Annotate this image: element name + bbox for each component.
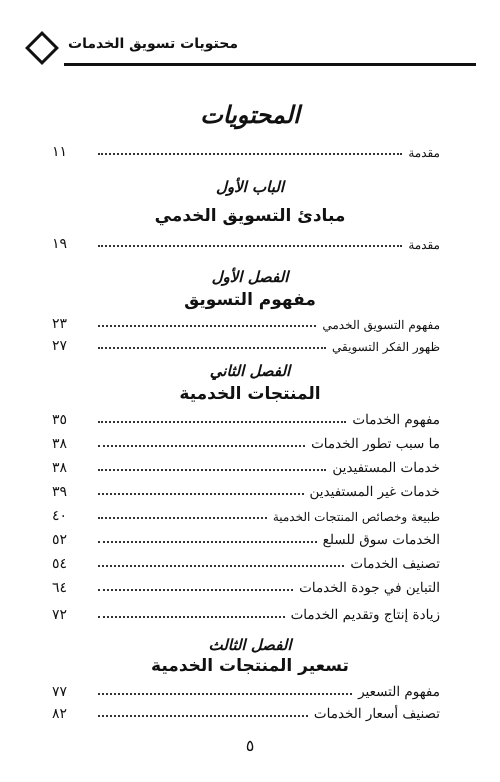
toc-entry[interactable] xyxy=(52,334,440,354)
toc-entry[interactable] xyxy=(52,232,440,252)
leader-dots xyxy=(98,445,305,447)
part-title: مبادئ التسويق الخدمي xyxy=(154,206,346,226)
chapter-label: الفصل الثاني xyxy=(209,362,291,380)
toc-entry-title: مفهوم التسويق الخدمي xyxy=(322,318,440,332)
toc-entry[interactable] xyxy=(52,528,440,548)
toc-entry[interactable] xyxy=(52,312,440,332)
leader-dots xyxy=(98,517,267,519)
toc-entry-title: تصنيف الخدمات xyxy=(350,556,440,572)
chapter-label: الفصل الثالث xyxy=(208,636,292,654)
toc-entry-page: ٥٢ xyxy=(52,532,68,548)
toc-entry-page: ٣٥ xyxy=(52,412,68,428)
toc-entry-page: ٢٣ xyxy=(52,316,68,332)
toc-entry-title: ما سبب تطور الخدمات xyxy=(311,436,440,452)
toc-entry[interactable] xyxy=(52,432,440,452)
contents-heading: المحتويات xyxy=(200,100,300,129)
leader-dots xyxy=(98,245,402,247)
toc-entry[interactable] xyxy=(52,680,440,700)
toc-entry-page: ٦٤ xyxy=(52,580,68,596)
leader-dots xyxy=(98,693,352,695)
toc-entry-page: ٣٩ xyxy=(52,484,68,500)
toc-entry-title: طبيعة وخصائص المنتجات الخدمية xyxy=(272,510,440,524)
toc-entry[interactable] xyxy=(52,456,440,476)
toc-entry[interactable] xyxy=(52,504,440,524)
toc-entry[interactable] xyxy=(52,480,440,500)
toc-entry-title: خدمات المستفيدين xyxy=(332,460,440,476)
toc-entry-page: ٨٢ xyxy=(52,706,68,722)
toc-entry[interactable] xyxy=(52,576,440,596)
leader-dots xyxy=(98,325,316,327)
leader-dots xyxy=(98,616,285,618)
chapter-title: تسعير المنتجات الخدمية xyxy=(151,656,349,676)
leader-dots xyxy=(98,347,326,349)
leader-dots xyxy=(98,469,326,471)
toc-entry-title: تصنيف أسعار الخدمات xyxy=(313,706,440,722)
toc-entry-page: ٣٨ xyxy=(52,460,68,476)
toc-entry-title: مفهوم التسعير xyxy=(358,684,440,700)
toc-entry-title: التباين في جودة الخدمات xyxy=(299,580,440,596)
toc-entry-page: ١٩ xyxy=(52,236,68,252)
part-label: الباب الأول xyxy=(215,178,285,196)
toc-entry[interactable] xyxy=(52,408,440,428)
chapter-title: المنتجات الخدمية xyxy=(179,384,321,404)
toc-entry-title: مقدمة xyxy=(408,238,440,252)
leader-dots xyxy=(98,589,293,591)
toc-entry-title: مفهوم الخدمات xyxy=(352,412,440,428)
leader-dots xyxy=(98,421,346,423)
toc-entry-page: ٣٨ xyxy=(52,436,68,452)
toc-entry-page: ٥٤ xyxy=(52,556,68,572)
leader-dots xyxy=(98,541,317,543)
toc-entry-title: مقدمة xyxy=(408,146,440,160)
toc-entry[interactable] xyxy=(52,140,440,160)
leader-dots xyxy=(98,715,308,717)
toc-entry-title: الخدمات سوق للسلع xyxy=(322,532,440,548)
toc-entry-title: زيادة إنتاج وتقديم الخدمات xyxy=(290,607,440,623)
toc-entry-page: ٤٠ xyxy=(52,508,68,524)
toc-entry-page: ٧٢ xyxy=(52,607,68,623)
leader-dots xyxy=(98,493,304,495)
toc-entry-page: ١١ xyxy=(52,144,68,160)
chapter-title: مفهوم التسويق xyxy=(184,290,316,310)
leader-dots xyxy=(98,565,344,567)
toc-entry-title: خدمات غير المستفيدين xyxy=(309,484,440,500)
toc-entry-title: ظهور الفكر التسويقي xyxy=(332,340,440,354)
page-number: ٥ xyxy=(245,736,255,755)
toc-entry[interactable] xyxy=(52,552,440,572)
toc-entry[interactable] xyxy=(52,702,440,722)
toc-entry[interactable] xyxy=(52,603,440,623)
toc-entry-page: ٢٧ xyxy=(52,338,68,354)
chapter-label: الفصل الأول xyxy=(211,268,289,286)
leader-dots xyxy=(98,153,402,155)
toc-entry-page: ٧٧ xyxy=(52,684,68,700)
running-title: محتويات تسويق الخدمات xyxy=(68,36,238,52)
